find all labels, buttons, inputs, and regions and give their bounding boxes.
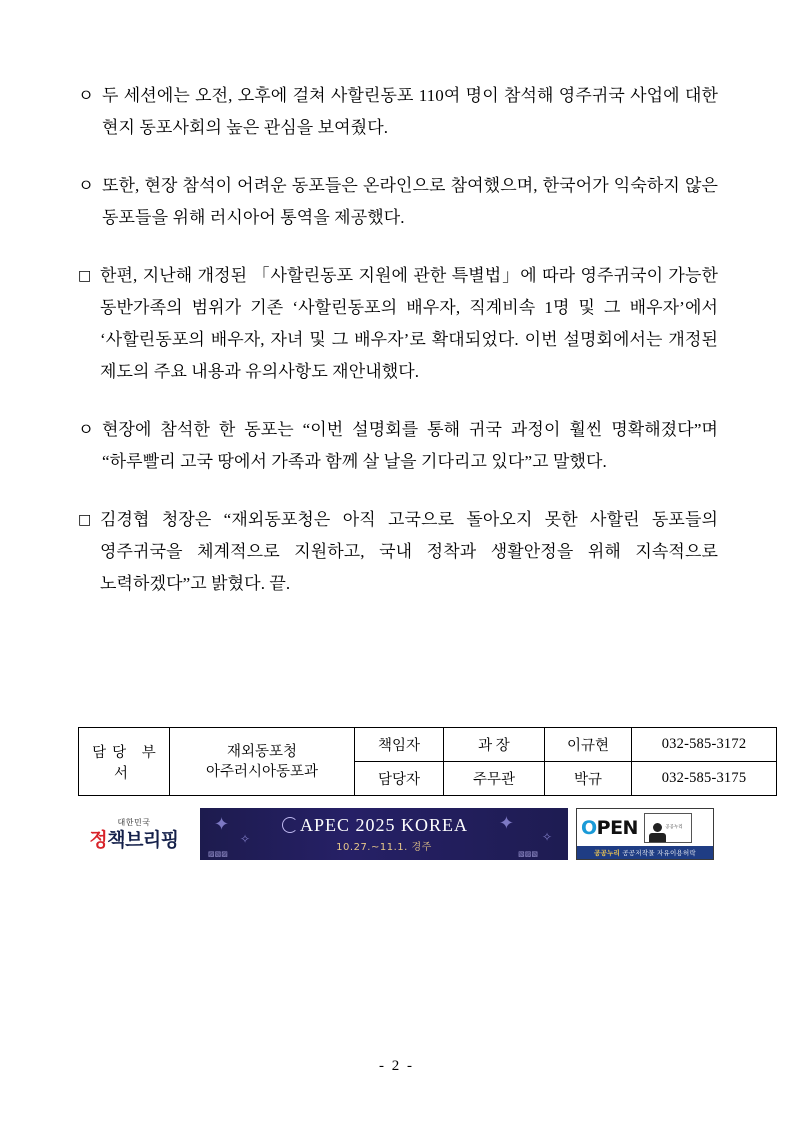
dept-name-line2: 아주러시아동포과 <box>205 763 319 780</box>
banner-row <box>78 808 714 860</box>
person-figure-icon <box>653 823 662 832</box>
bullet-marker-square: □ <box>78 268 92 284</box>
open-badge-text: 공공누리 <box>665 824 683 830</box>
role-cell: 담당자 <box>355 762 444 796</box>
decorative-sparkle-icon: ✦ <box>498 813 514 834</box>
spacer <box>78 160 718 170</box>
open-wordmark <box>581 817 638 839</box>
position-cell: 주무관 <box>444 762 545 796</box>
paragraph-text: 현장에 참석한 한 동포는 “이번 설명회를 통해 귀국 과정이 훨씬 명확해졌다”며 “하루빨리 고국 땅에서 가족과 함께 살 날을 기다리고 있다”고 말했다. <box>102 420 718 471</box>
open-license-badge-icon <box>644 813 692 843</box>
decorative-sparkle-icon: ✧ <box>541 830 552 844</box>
person-cell: 박규 <box>545 762 632 796</box>
open-bottom-text: 공공저작물 자유이용허락 <box>622 849 696 857</box>
bullet-marker-circle: ㅇ <box>78 420 94 439</box>
apec-2025-banner[interactable] <box>200 808 568 860</box>
paragraph-1 <box>78 80 718 144</box>
open-bottom-prefix: 공공누리 <box>594 849 621 857</box>
dept-label-cell <box>79 728 170 796</box>
spacer <box>78 494 718 504</box>
paragraph-2 <box>78 170 718 234</box>
role-cell: 책임자 <box>355 728 444 762</box>
apec-subtitle: 10.27.~11.1. 경주 <box>336 842 432 853</box>
paragraph-text: 김경협 청장은 “재외동포청은 아직 고국으로 돌아오지 못한 사할린 동포들의 영주귀국을 체계적으로 지원하고, 국내 정착과 생활안정을 위해 지속적으로 노력하겠다”고 밝혔다. 끝. <box>100 510 718 593</box>
position-cell: 과 장 <box>444 728 545 762</box>
policy-logo-main-text <box>89 829 178 851</box>
phone-cell: 032-585-3172 <box>632 728 777 762</box>
bullet-marker-square: □ <box>78 512 92 528</box>
policy-logo-rest-text: 책브리핑 <box>107 829 179 851</box>
paragraph-text: 한편, 지난해 개정된 「사할린동포 지원에 관한 특별법」에 따라 영주귀국이 가능한 동반가족의 범위가 기존 ‘사할린동포의 배우자, 직계비속 1명 및 그 배우자’에서 ‘사할린동포의 배우자, 자녀 및 그 배우자’로 확대되었다. 이번 설명회에서는 개정된 제도의 주요 내용과 유의사항도 재안내했다. <box>100 266 718 381</box>
page-number: - 2 - <box>379 1058 414 1074</box>
open-banner-top <box>577 809 713 846</box>
apec-title: APEC 2025 KOREA <box>299 815 468 835</box>
open-letter-o: O <box>581 816 597 839</box>
open-letters-pen: PEN <box>596 816 638 839</box>
dept-label-text: 담당 부서 <box>92 744 162 782</box>
phone-cell: 032-585-3175 <box>632 762 777 796</box>
open-banner-bottom <box>577 846 713 859</box>
paragraph-5 <box>78 504 718 600</box>
dept-name-cell <box>170 728 355 796</box>
paragraph-3 <box>78 260 718 388</box>
policy-logo-accent-char: 정 <box>89 829 108 851</box>
decorative-sparkle-icon: ✧ <box>240 832 251 846</box>
paragraph-text: 또한, 현장 참석이 어려운 동포들은 온라인으로 참여했으며, 한국어가 익숙하지 않은 동포들을 위해 러시아어 통역을 제공했다. <box>102 176 718 227</box>
decorative-sparkle-icon: ✦ <box>214 814 230 835</box>
paragraph-4 <box>78 414 718 478</box>
apec-text-group <box>200 815 568 853</box>
open-license-banner[interactable] <box>576 808 714 860</box>
table-row <box>79 728 777 762</box>
decorative-pattern-icon: ▧▨▧ <box>518 850 538 858</box>
document-body <box>78 80 718 616</box>
bullet-marker-circle: ㅇ <box>78 176 94 195</box>
policy-briefing-logo[interactable] <box>78 808 190 860</box>
contact-table <box>78 727 777 796</box>
dept-name-line1: 재외동포청 <box>226 743 298 760</box>
bullet-marker-circle: ㅇ <box>78 86 94 105</box>
paragraph-text: 두 세션에는 오전, 오후에 걸쳐 사할린동포 110여 명이 참석해 영주귀국 사업에 대한 현지 동포사회의 높은 관심을 보여줬다. <box>102 86 718 137</box>
policy-logo-top-text: 대한민국 <box>117 818 151 827</box>
contact-table-container <box>78 727 747 796</box>
spacer <box>78 250 718 260</box>
decorative-pattern-icon: ▨▧▨ <box>208 850 228 858</box>
spacer <box>78 404 718 414</box>
person-cell: 이규현 <box>545 728 632 762</box>
